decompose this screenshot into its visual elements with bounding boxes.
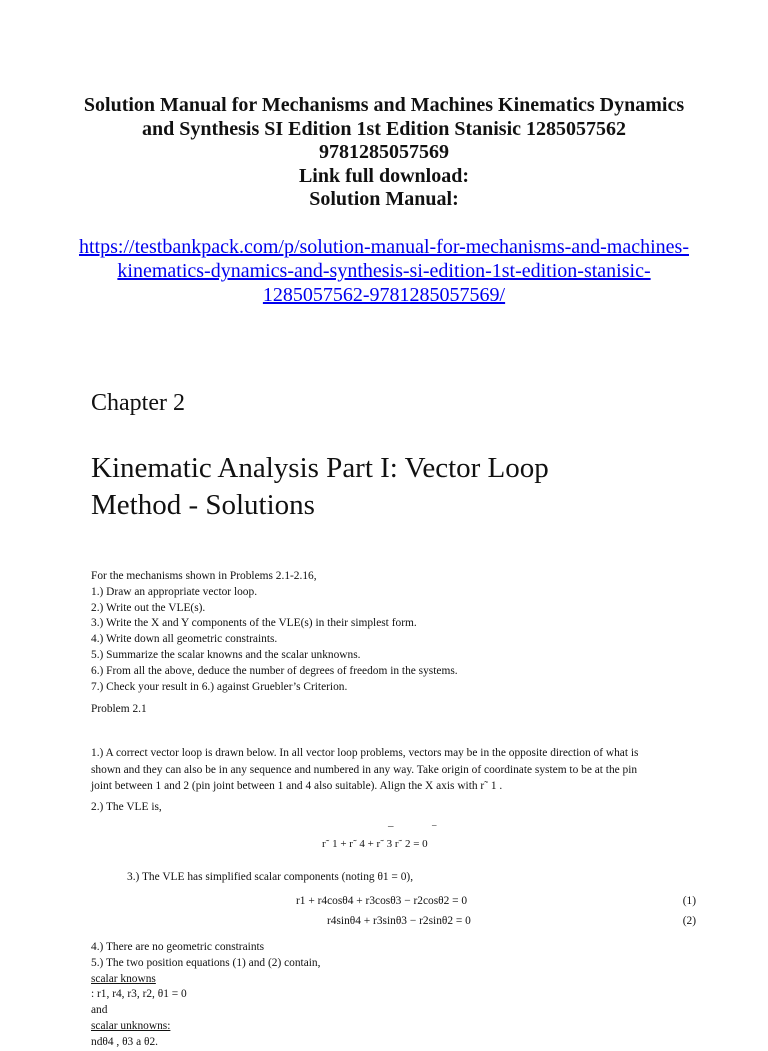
header-line: Solution Manual: — [309, 188, 459, 210]
vector-bar-mark: – — [432, 820, 437, 830]
instruction-line: 2.) Write out the VLE(s). — [91, 601, 206, 614]
header-line: Solution Manual for Mechanisms and Machines Kinematics Dynamics — [83, 94, 685, 116]
vector-loop-equation — [322, 820, 437, 850]
knowns-line — [91, 972, 320, 1004]
chapter-title — [91, 450, 549, 524]
instructions-list — [91, 569, 458, 695]
summary-line: 4.) There are no geometric constraints — [91, 941, 265, 953]
chapter-heading: Chapter 2 — [91, 390, 185, 416]
instruction-line: For the mechanisms shown in Problems 2.1-2.16, — [91, 570, 317, 582]
header-line: and Synthesis SI Edition 1st Edition Stanisic 1285057562 — [141, 117, 627, 140]
equation-number-2: (2) — [682, 915, 696, 927]
paragraph-line: 1.) A correct vector loop is drawn below. In all vector loop problems, vectors may be in the opposite direction of what is — [91, 747, 639, 759]
knowns-label: scalar knowns — [91, 972, 156, 985]
unknowns-value: ndθ4 , θ3 a θ2. — [91, 1035, 158, 1048]
problem-heading: Problem 2.1 — [91, 703, 147, 715]
download-link-line[interactable]: https://testbankpack.com/p/solution-manual-for-mechanisms-and-machines- — [79, 236, 689, 258]
unknowns-label: scalar unknowns: — [91, 1019, 171, 1032]
step-1-paragraph — [91, 745, 697, 795]
header-line: Link full download: — [298, 164, 470, 187]
download-link-line[interactable]: 1285057562-9781285057569/ — [262, 284, 506, 306]
step-3-text: 3.) The VLE has simplified scalar components (noting θ1 = 0), — [127, 871, 414, 883]
equation-1: r1 + r4cosθ4 + r3cosθ3 − r2cosθ2 = 0 — [296, 895, 468, 907]
chapter-title-line: Kinematic Analysis Part I: Vector Loop — [91, 452, 549, 484]
instruction-line: 7.) Check your result in 6.) against Gruebler’s Criterion. — [91, 680, 348, 693]
paragraph-line: shown and they can also be in any sequence and numbered in any way. Take origin of coordinate system to be at the pin — [91, 763, 638, 776]
document-header — [40, 94, 728, 212]
vle-text: r˜ 1 + r˜ 4 + r˜ 3 r˜ 2 = 0 — [322, 838, 428, 850]
header-line: 9781285057569 — [319, 141, 449, 163]
vector-bar-mark: – — [388, 820, 394, 832]
instruction-line: 4.) Write down all geometric constraints. — [91, 633, 278, 646]
knowns-value: : r1, r4, r3, r2, θ1 = 0 — [91, 988, 187, 1001]
instruction-line: 1.) Draw an appropriate vector loop. — [91, 585, 258, 598]
equation-2: r4sinθ4 + r3sinθ3 − r2sinθ2 = 0 — [327, 915, 471, 927]
summary-line: and — [91, 1004, 108, 1017]
instruction-line: 5.) Summarize the scalar knowns and the scalar unknowns. — [91, 648, 361, 661]
step-2-text: 2.) The VLE is, — [91, 801, 162, 813]
paragraph-line: joint between 1 and 2 (pin joint between 1 and 4 also suitable). Align the X axis with r˜ 1 . — [91, 780, 503, 792]
summary-line: 5.) The two position equations (1) and (2) contain, — [91, 956, 321, 969]
download-link-line[interactable]: kinematics-dynamics-and-synthesis-si-edition-1st-edition-stanisic- — [117, 260, 651, 282]
instruction-line: 6.) From all the above, deduce the number of degrees of freedom in the systems. — [91, 664, 458, 677]
summary-block — [91, 940, 320, 1051]
instruction-line: 3.) Write the X and Y components of the VLE(s) in their simplest form. — [91, 617, 417, 630]
equation-number-1: (1) — [682, 895, 696, 907]
download-link-block — [40, 235, 728, 307]
chapter-title-line: Method - Solutions — [91, 489, 315, 521]
